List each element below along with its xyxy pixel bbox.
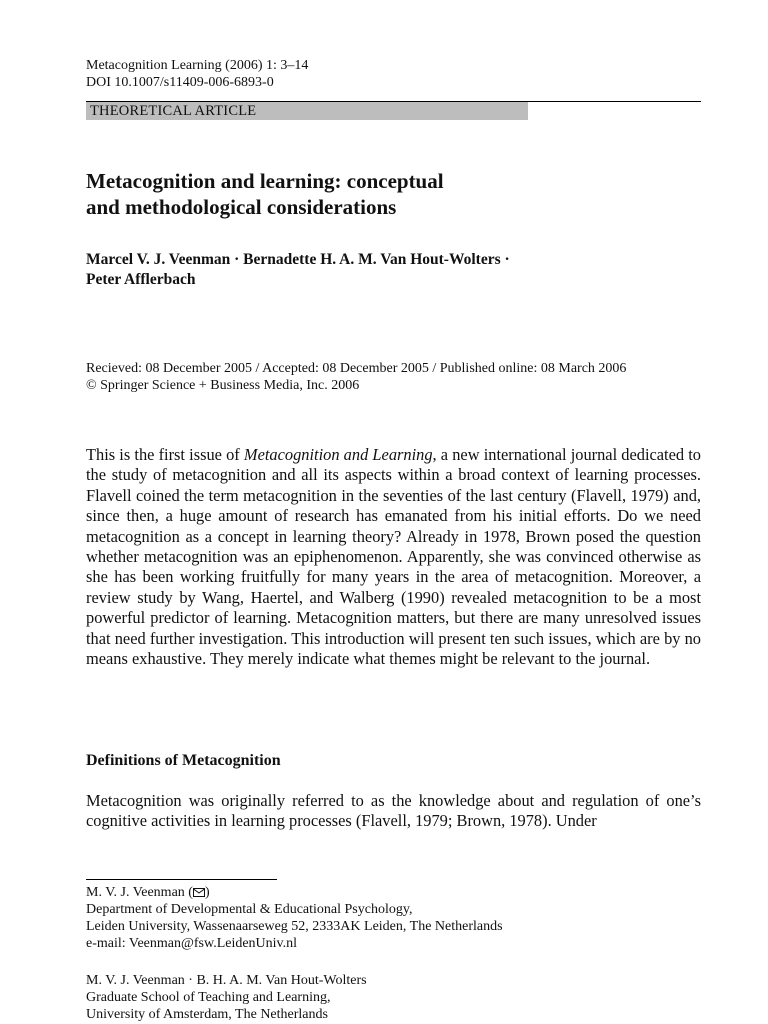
fn2-school: Graduate School of Teaching and Learning, bbox=[86, 990, 331, 1005]
fn1-name: M. V. J. Veenman ( bbox=[86, 885, 193, 900]
fn2-names: M. V. J. Veenman · B. H. A. M. Van Hout-Wolters bbox=[86, 973, 367, 988]
copyright-line: © Springer Science + Business Media, Inc. 2006 bbox=[86, 378, 360, 393]
fn1-name-row bbox=[86, 884, 701, 901]
title-line-2: and methodological considerations bbox=[86, 195, 397, 219]
intro-paragraph bbox=[86, 445, 701, 669]
doi: DOI 10.1007/s11409-006-6893-0 bbox=[86, 75, 274, 90]
fn1-email: e-mail: Veenman@fsw.LeidenUniv.nl bbox=[86, 936, 298, 951]
author-list bbox=[86, 250, 646, 290]
fn1-department: Department of Developmental & Educational Psychology, bbox=[86, 902, 413, 917]
article-type-banner bbox=[86, 102, 528, 120]
journal-info bbox=[86, 57, 308, 91]
footnote-correspondence bbox=[86, 884, 701, 952]
article-type-label: THEORETICAL ARTICLE bbox=[90, 103, 257, 119]
section-heading: Definitions of Metacognition bbox=[86, 752, 281, 769]
footnote-affiliation bbox=[86, 972, 701, 1023]
publication-dates bbox=[86, 360, 701, 394]
fn1-name-end: ) bbox=[204, 885, 210, 900]
authors-line-1: Marcel V. J. Veenman · Bernadette H. A. M. Van Hout-Wolters · bbox=[86, 251, 510, 268]
envelope-icon bbox=[193, 888, 205, 897]
article-title bbox=[86, 168, 606, 220]
footnote-rule bbox=[86, 879, 277, 880]
fn2-university: University of Amsterdam, The Netherlands bbox=[86, 1007, 328, 1022]
intro-rest: , a new international journal dedicated to the study of metacognition and all its aspects within a broad context of learning processes. Flavell coined the term metacognition in the seventies of the last century (Flavell, 1979) and, since then, a huge amount of research has emanated from his initial efforts. Do we need metacognition as a concept in learning theory? Already in 1978, Brown posed the question whether metacognition was an epiphenomenon. Apparently, she was convinced otherwise as she has been working fruitfully for many years in the area of metacognition. Moreover, a review study by Wang, Haertel, and Walberg (1990) revealed metacognition to be a most powerful predictor of learning. Metacognition matters, but there are many unresolved issues that need further investigation. This introduction will present ten such issues, which are by no means exhaustive. They merely indicate what themes might be relevant to the journal. bbox=[86, 445, 701, 669]
journal-citation: Metacognition Learning (2006) 1: 3–14 bbox=[86, 58, 309, 73]
dates-line: Recieved: 08 December 2005 / Accepted: 08 December 2005 / Published online: 08 March 2006 bbox=[86, 361, 627, 376]
title-line-1: Metacognition and learning: conceptual bbox=[86, 169, 444, 193]
intro-start: This is the first issue of bbox=[86, 445, 244, 464]
definitions-paragraph: Metacognition was originally referred to as the knowledge about and regulation of one’s cognitive activities in learning processes (Flavell, 1979; Brown, 1978). Under bbox=[86, 791, 701, 831]
fn1-address: Leiden University, Wassenaarseweg 52, 2333AK Leiden, The Netherlands bbox=[86, 919, 503, 934]
journal-name-italic: Metacognition and Learning bbox=[243, 445, 433, 464]
authors-line-2: Peter Afflerbach bbox=[86, 271, 196, 288]
